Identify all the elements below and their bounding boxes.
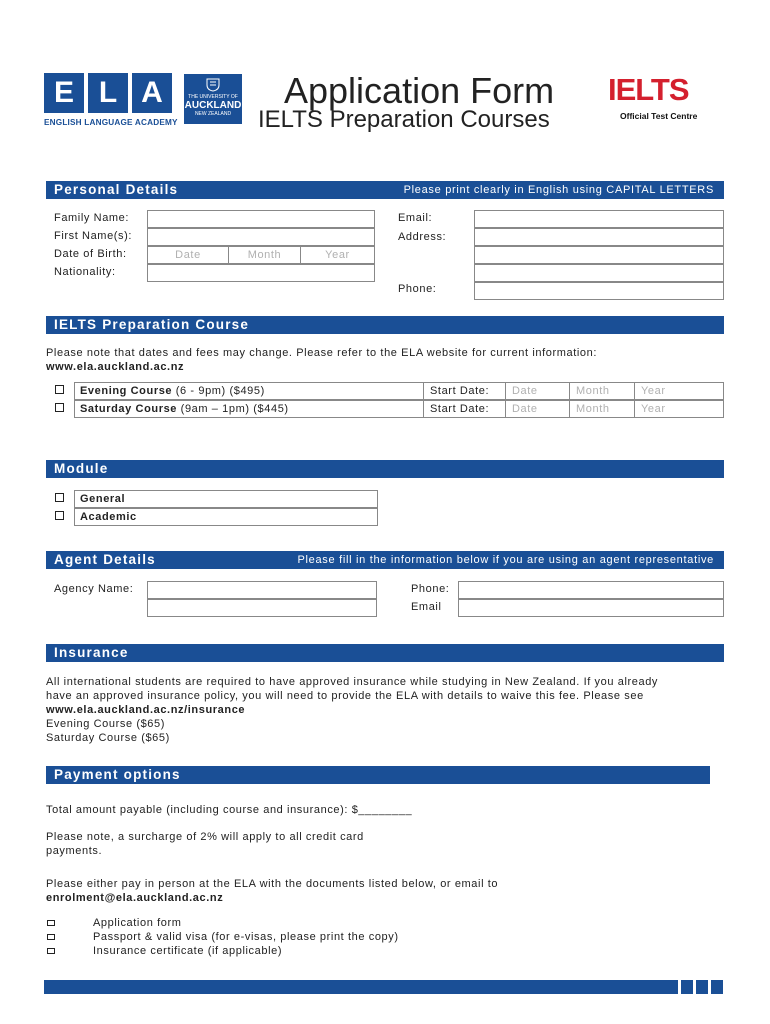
academic-module-row: [74, 508, 378, 526]
university-of-auckland-logo: [184, 74, 242, 124]
ielts-logo-subtitle: Official Test Centre: [620, 111, 698, 121]
doc-application-form: Application form: [93, 917, 182, 929]
ela-logo-a: A: [132, 73, 172, 113]
uoa-maori: NEW ZEALAND: [194, 111, 232, 117]
insurance-header: [46, 644, 724, 662]
saturday-start-label: Start Date:: [430, 403, 490, 415]
email-label: Email:: [398, 212, 433, 224]
address-field-line3[interactable]: [474, 264, 724, 282]
payment-instructions: Please either pay in person at the ELA with the documents listed below, or email to: [46, 878, 499, 890]
evening-course-row: [74, 382, 724, 400]
enrolment-email: enrolment@ela.auckland.ac.nz: [46, 892, 224, 904]
dob-year-field[interactable]: Year: [300, 246, 375, 264]
page-subtitle: IELTS Preparation Courses: [258, 106, 550, 133]
doc-insurance-certificate: Insurance certificate (if applicable): [93, 945, 283, 957]
agency-name-field[interactable]: [147, 581, 377, 599]
ielts-logo: [608, 72, 718, 124]
section-title: Payment options: [54, 767, 181, 782]
footer-block-2: [696, 980, 708, 994]
evening-start-month[interactable]: Month: [576, 385, 610, 397]
address-field-line2[interactable]: [474, 246, 724, 264]
family-name-label: Family Name:: [54, 212, 130, 224]
section-title: Module: [54, 461, 109, 476]
agency-name-label: Agency Name:: [54, 583, 134, 595]
phone-label: Phone:: [398, 283, 437, 295]
personal-details-header: [46, 181, 724, 199]
course-header: [46, 316, 724, 334]
evening-start-date[interactable]: Date: [512, 385, 538, 397]
dob-month-field[interactable]: Month: [228, 246, 301, 264]
evening-start-label: Start Date:: [430, 385, 490, 397]
saturday-start-month[interactable]: Month: [576, 403, 610, 415]
uoa-small-text: THE UNIVERSITY OF: [188, 94, 238, 100]
saturday-start-date[interactable]: Date: [512, 403, 538, 415]
saturday-start-year[interactable]: Year: [641, 403, 666, 415]
saturday-course-name: Saturday Course: [80, 403, 178, 415]
dob-label: Date of Birth:: [54, 248, 127, 260]
first-name-field[interactable]: [147, 228, 375, 246]
section-title: Insurance: [54, 645, 129, 660]
evening-start-year[interactable]: Year: [641, 385, 666, 397]
course-note: Please note that dates and fees may change. Please refer to the ELA website for current information:: [46, 347, 598, 359]
evening-course-name: Evening Course: [80, 385, 173, 397]
address-label: Address:: [398, 231, 447, 243]
ielts-logo-word: IELTS: [608, 72, 689, 107]
surcharge-text-line1: Please note, a surcharge of 2% will apply to all credit card: [46, 831, 364, 843]
crest-icon: [206, 78, 220, 92]
section-title: IELTS Preparation Course: [54, 317, 250, 332]
ela-logo-l: L: [88, 73, 128, 113]
address-field-line1[interactable]: [474, 228, 724, 246]
surcharge-text-line2: payments.: [46, 845, 103, 857]
footer-bar: [44, 980, 678, 994]
total-amount-text: Total amount payable (including course and insurance): $________: [46, 804, 413, 816]
insurance-saturday-fee: Saturday Course ($65): [46, 732, 170, 744]
section-title: Personal Details: [54, 182, 179, 197]
ela-logo-e: E: [44, 73, 84, 113]
evening-course-detail: (6 - 9pm) ($495): [172, 385, 265, 397]
insurance-text-line2: have an approved insurance policy, you will need to provide the ELA with details to waive this fee. Please see: [46, 690, 644, 702]
saturday-course-row: [74, 400, 724, 418]
agent-phone-field[interactable]: [458, 581, 724, 599]
uoa-name: AUCKLAND: [184, 100, 242, 111]
academic-module-label: Academic: [80, 511, 137, 523]
footer-block-1: [681, 980, 693, 994]
doc-application-checkbox[interactable]: [47, 920, 55, 926]
ela-logo-name: ENGLISH LANGUAGE ACADEMY: [44, 118, 178, 127]
insurance-evening-fee: Evening Course ($65): [46, 718, 166, 730]
doc-passport-visa: Passport & valid visa (for e-visas, please print the copy): [93, 931, 399, 943]
course-url: www.ela.auckland.ac.nz: [46, 361, 185, 373]
module-header: [46, 460, 724, 478]
ela-logo: [44, 73, 178, 131]
first-name-label: First Name(s):: [54, 230, 133, 242]
general-module-label: General: [80, 493, 126, 505]
doc-insurance-checkbox[interactable]: [47, 948, 55, 954]
page-title: Application Form: [284, 70, 555, 111]
general-module-row: [74, 490, 378, 508]
evening-course-label: [75, 383, 425, 400]
evening-course-checkbox[interactable]: [55, 385, 64, 394]
saturday-course-detail: (9am – 1pm) ($445): [177, 403, 289, 415]
academic-module-checkbox[interactable]: [55, 511, 64, 520]
insurance-text-line1: All international students are required to have approved insurance while studying in New Zealand. If you already: [46, 676, 659, 688]
email-field[interactable]: [474, 210, 724, 228]
saturday-course-label: [75, 401, 425, 418]
nationality-label: Nationality:: [54, 266, 116, 278]
agent-details-header: [46, 551, 724, 569]
phone-field[interactable]: [474, 282, 724, 300]
nationality-field[interactable]: [147, 264, 375, 282]
doc-passport-checkbox[interactable]: [47, 934, 55, 940]
insurance-url: www.ela.auckland.ac.nz/insurance: [46, 704, 246, 716]
footer-block-3: [711, 980, 723, 994]
section-note: Please print clearly in English using CAPITAL LETTERS: [403, 184, 714, 196]
agent-email-label: Email: [411, 601, 442, 613]
payment-options-header: [46, 766, 710, 784]
family-name-field[interactable]: [147, 210, 375, 228]
agent-email-field[interactable]: [458, 599, 724, 617]
saturday-course-checkbox[interactable]: [55, 403, 64, 412]
agency-name-field-line2[interactable]: [147, 599, 377, 617]
general-module-checkbox[interactable]: [55, 493, 64, 502]
section-title: Agent Details: [54, 552, 156, 567]
dob-date-field[interactable]: Date: [147, 246, 229, 264]
agent-phone-label: Phone:: [411, 583, 450, 595]
section-note: Please fill in the information below if you are using an agent representative: [297, 554, 714, 566]
